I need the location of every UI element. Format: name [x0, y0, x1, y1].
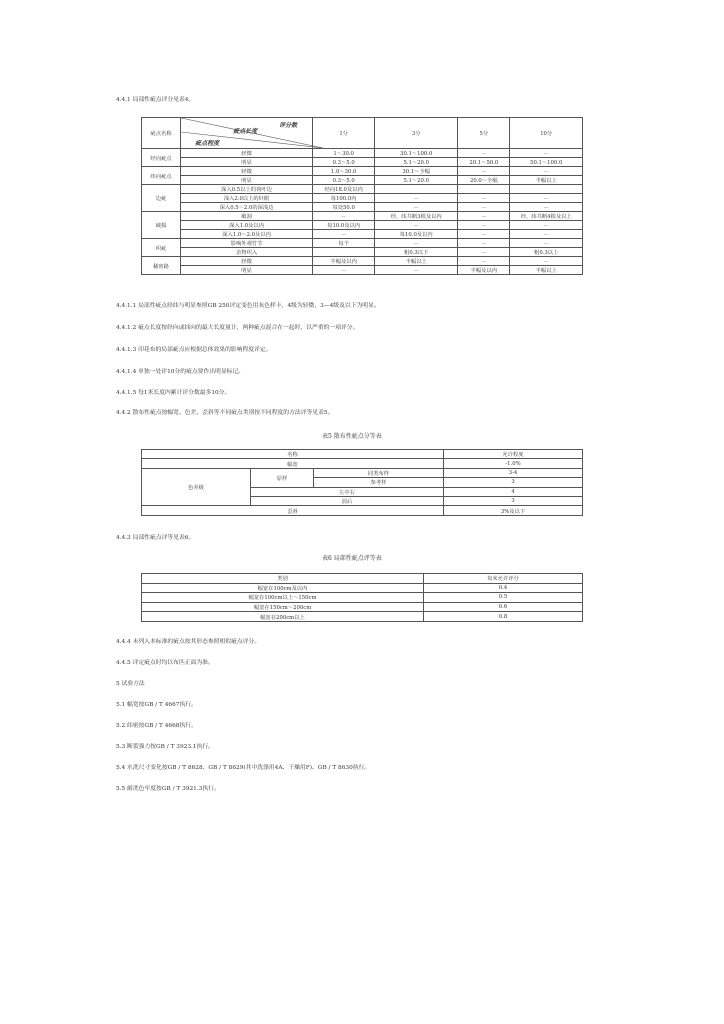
score1-cell: －: [313, 212, 375, 221]
score10-cell: 经、纬共断4根及以上: [510, 212, 583, 221]
degree-cell: 深入1.0～2.0及以内: [181, 230, 313, 239]
score3-cell: －: [375, 194, 458, 203]
col-type: 类别: [142, 574, 424, 584]
diagonal-header-cell: [181, 118, 313, 149]
score3-cell: 30.1～100.0: [375, 149, 458, 158]
col-score-per-meter: 每米允许评分: [424, 574, 583, 584]
para-4-4-5: 4.4.5 评定疵点时均以布匹正面为准。: [116, 660, 214, 666]
degree-cell: 明显: [181, 176, 313, 185]
degree-cell: 杂物织入: [181, 248, 313, 257]
para-5-5: 5.5 耐洗色牢度按GB / T 3921.3执行。: [116, 786, 220, 792]
score1-cell: 每10.0及以内: [313, 221, 375, 230]
score5-cell: 20.0～全幅: [458, 176, 510, 185]
score5-cell: 半幅及以内: [458, 266, 510, 275]
table-row: [142, 158, 583, 167]
col-score-3: 3分: [375, 118, 458, 149]
diag-score-label: 评分数: [279, 122, 298, 129]
score3-cell: 30.1～全幅: [375, 167, 458, 176]
type-cell: 幅宽在150cm～200cm: [142, 602, 424, 612]
score5-cell: －: [458, 167, 510, 176]
degree-cell: 深入0.5以上的荷叶边: [181, 185, 313, 194]
table-row: [142, 185, 583, 194]
para-4-4-3: 4.4.3 局部性疵点评等见表6。: [116, 535, 195, 541]
score5-cell: －: [458, 194, 510, 203]
table-header-row: [142, 118, 583, 149]
col-defect-name: 疵点名称: [142, 118, 181, 149]
row-qianhou-value: 3: [444, 496, 583, 505]
degree-cell: 深入2.0以上的针眼: [181, 194, 313, 203]
para-4-4-1-2: 4.4.1.2 疵点长度按经向或纬向的最大长度量计，两种疵点混合在一起时，以严重的一项评分。: [116, 325, 359, 331]
score10-cell: 粗0.3以上: [510, 248, 583, 257]
score5-cell: －: [458, 212, 510, 221]
row-tonglei-value: 3-4: [444, 468, 583, 477]
table-row: [142, 583, 583, 593]
table6-caption: 表6 局部性疵点评等表: [322, 555, 382, 562]
table-row: [142, 239, 583, 248]
score10-cell: [510, 185, 583, 194]
score1-cell: －: [313, 266, 375, 275]
score1-cell: 1.0～30.0: [313, 167, 375, 176]
degree-cell: 破洞: [181, 212, 313, 221]
table-row: [142, 248, 583, 257]
col-score-5: 5分: [458, 118, 510, 149]
score3-cell: [375, 185, 458, 194]
score5-cell: －: [458, 257, 510, 266]
score3-cell: 5.1～20.0: [375, 158, 458, 167]
row-secha: 色差级: [142, 468, 251, 506]
row-waixie-value: 3%及以下: [444, 506, 583, 515]
score3-cell: －: [375, 266, 458, 275]
score-cell: 0.4: [424, 583, 583, 593]
defect-name-cell: 边疵: [142, 185, 181, 212]
score1-cell: 0.3～5.0: [313, 176, 375, 185]
score5-cell: －: [458, 203, 510, 212]
defect-name-cell: 纬向疵点: [142, 167, 181, 185]
score3-cell: 半幅以上: [375, 257, 458, 266]
para-4-4-2: 4.4.2 散布性疵点按幅宽、色差、歪斜等不同疵点类别按不同程度的方法评等见表5。: [116, 410, 334, 416]
score1-cell: [313, 248, 375, 257]
score5-cell: 20.1～50.0: [458, 158, 510, 167]
row-zuozhongyou: 左中右: [251, 487, 444, 496]
table-row: [142, 266, 583, 275]
row-yuanyang: 原样: [251, 468, 314, 487]
type-cell: 幅宽在100cm以上～150cm: [142, 593, 424, 603]
table-header-row: [142, 450, 583, 459]
score1-cell: 0.3～5.0: [313, 158, 375, 167]
col-score-10: 10分: [510, 118, 583, 149]
score5-cell: －: [458, 248, 510, 257]
table-row: [142, 593, 583, 603]
degree-cell: 深入0.5～2.0的深浅边: [181, 203, 313, 212]
row-zuozhongyou-value: 4: [444, 487, 583, 496]
score5-cell: [458, 185, 510, 194]
degree-cell: 轻微: [181, 167, 313, 176]
score5-cell: －: [458, 221, 510, 230]
defect-name-cell: 经向疵点: [142, 149, 181, 167]
para-5-3: 5.3 断裂强力按GB / T 3923.1执行。: [116, 744, 214, 750]
table-row: [142, 176, 583, 185]
para-5-2: 5.2 纬密按GB / T 4668执行。: [116, 723, 197, 729]
score10-cell: 50.1～100.0: [510, 158, 583, 167]
table-row: [142, 257, 583, 266]
defect-name-cell: 破损: [142, 212, 181, 239]
score-cell: 0.6: [424, 602, 583, 612]
row-fukuan-value: -1.0%: [444, 459, 583, 468]
table-6-local-grading: [141, 573, 583, 622]
score-cell: 0.8: [424, 612, 583, 622]
row-qianhou: 前后: [251, 496, 444, 505]
table-4-local-defects: [141, 117, 583, 275]
score10-cell: 半幅以上: [510, 176, 583, 185]
defect-name-cell: 织疵: [142, 239, 181, 257]
table-row: [142, 194, 583, 203]
score3-cell: －: [375, 221, 458, 230]
type-cell: 幅宽在100cm及以内: [142, 583, 424, 593]
table-row: [142, 602, 583, 612]
table-row: [142, 506, 583, 515]
score10-cell: －: [510, 194, 583, 203]
score10-cell: －: [510, 149, 583, 158]
score3-cell: －: [375, 239, 458, 248]
table-row: [142, 221, 583, 230]
score10-cell: －: [510, 257, 583, 266]
table-row: [142, 612, 583, 622]
col-allowed-level: 允许程度: [444, 450, 583, 459]
para-5-1: 5.1 幅宽按GB / T 4667执行。: [116, 702, 197, 708]
table5-caption: 表5 散布性疵点分等表: [322, 433, 382, 440]
score10-cell: －: [510, 167, 583, 176]
score1-cell: 每100.0内: [313, 194, 375, 203]
para-4-4-4: 4.4.4 未列入本标准的疵点按其形态参照相似疵点评分。: [116, 639, 261, 645]
table-row: [142, 230, 583, 239]
table-row: [142, 459, 583, 468]
diag-degree-label: 疵点程度: [195, 140, 220, 147]
table-row: [142, 468, 583, 477]
table-header-row: [142, 574, 583, 584]
para-4-4-1-4: 4.4.1.4 单独一处评10分的疵点要作出明显标记。: [116, 369, 245, 375]
score3-cell: 经、纬共断3根及以内: [375, 212, 458, 221]
para-5-4: 5.4 水洗尺寸变化按GB / T 8628、GB / T 8629(其中洗涤用4A、干燥用F)、GB / T 8630执行。: [116, 765, 371, 771]
score3-cell: －: [375, 203, 458, 212]
score5-cell: －: [458, 230, 510, 239]
score10-cell: －: [510, 221, 583, 230]
score1-cell: 半幅及以内: [313, 257, 375, 266]
para-4-4-1-3: 4.4.1.3 印花布的局部疵点应根据总体效果的影响程度评定。: [116, 347, 272, 353]
col-name: 名称: [142, 450, 444, 459]
degree-cell: 轻微: [181, 257, 313, 266]
score3-cell: 粗0.3以下: [375, 248, 458, 257]
table-row: [142, 203, 583, 212]
table-5-scattered-defects: [141, 449, 583, 516]
para-4-4-1: 4.4.1 局部性疵点评分见表4。: [116, 97, 195, 103]
defect-name-cell: 稀密路: [142, 257, 181, 275]
row-waixie: 歪斜: [142, 506, 444, 515]
col-score-1: 1分: [313, 118, 375, 149]
heading-5-test-methods: 5 试验方法: [116, 681, 145, 687]
degree-cell: 明显: [181, 158, 313, 167]
score1-cell: 经向18.0及以内: [313, 185, 375, 194]
score1-cell: 每处50.0: [313, 203, 375, 212]
score5-cell: －: [458, 239, 510, 248]
degree-cell: 深入1.0及以内: [181, 221, 313, 230]
score10-cell: －: [510, 203, 583, 212]
degree-cell: 明显: [181, 266, 313, 275]
table-row: [142, 149, 583, 158]
score5-cell: －: [458, 149, 510, 158]
diag-length-label: 疵点长度: [233, 128, 258, 135]
row-fukuan: 幅宽: [142, 459, 444, 468]
score3-cell: 每10.0及以内: [375, 230, 458, 239]
score10-cell: 半幅以上: [510, 266, 583, 275]
degree-cell: 影响外观竹节: [181, 239, 313, 248]
type-cell: 幅宽在200cm以上: [142, 612, 424, 622]
degree-cell: 轻微: [181, 149, 313, 158]
score-cell: 0.5: [424, 593, 583, 603]
score3-cell: 5.1～20.0: [375, 176, 458, 185]
row-tonglei: 同类布样: [314, 468, 444, 477]
score10-cell: －: [510, 239, 583, 248]
para-4-4-1-5: 4.4.1.5 每1米长度内累计评分数最多10分。: [116, 390, 231, 396]
score1-cell: －: [313, 230, 375, 239]
row-cankao: 参考样: [314, 478, 444, 487]
table-row: [142, 212, 583, 221]
score10-cell: －: [510, 230, 583, 239]
score1-cell: 每个: [313, 239, 375, 248]
row-cankao-value: 3: [444, 478, 583, 487]
score1-cell: 1～30.0: [313, 149, 375, 158]
table-row: [142, 167, 583, 176]
para-4-4-1-1: 4.4.1.1 局部性疵点经纬与明显参照GB 250评定变色用灰色样卡，4级为轻微，3—4级及以下为明显。: [116, 303, 380, 309]
